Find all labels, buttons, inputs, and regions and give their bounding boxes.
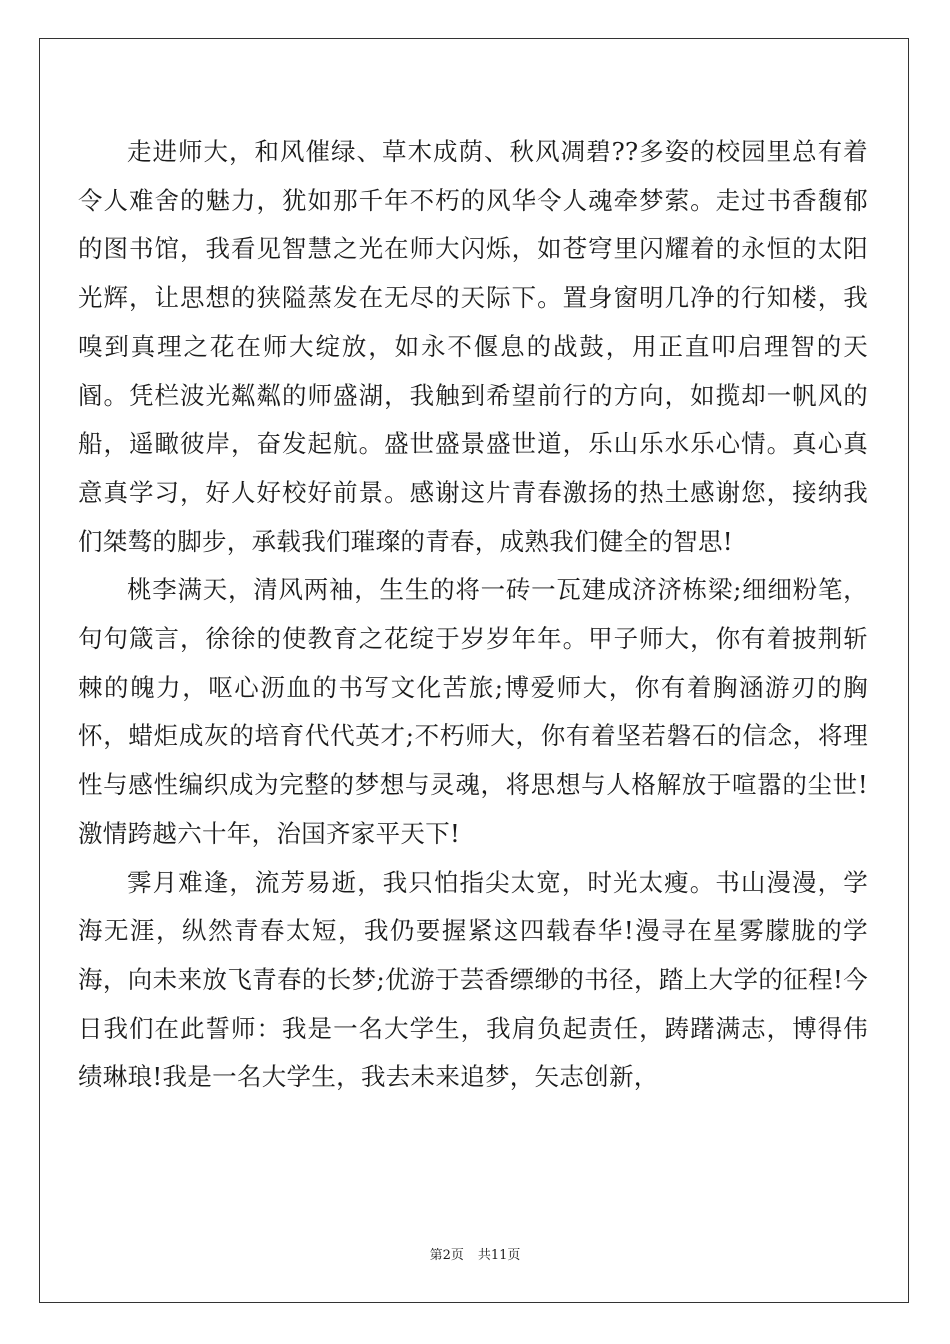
paragraph-1: 走进师大，和风催绿、草木成荫、秋风凋碧??多姿的校园里总有着令人难舍的魅力，犹如那千年不朽的风华令人魂牵梦萦。走过书香馥郁的图书馆，我看见智慧之光在师大闪烁，如苍穹里闪耀着的永恒的太阳光辉，让思想的狭隘蒸发在无尽的天际下。置身窗明几净的行知楼，我嗅到真理之花在师大绽放，如永不偃息的战鼓，用正直叩启理智的天阍。凭栏波光粼粼的师盛湖，我触到希望前行的方向，如揽却一帆风的船，遥瞰彼岸，奋发起航。盛世盛景盛世道，乐山乐水乐心情。真心真意真学习，好人好校好前景。感谢这片青春激扬的热土感谢您，接纳我们桀骜的脚步，承载我们璀璨的青春，成熟我们健全的智思! — [78, 137, 868, 556]
paragraph-3: 霁月难逢，流芳易逝，我只怕指尖太宽，时光太瘦。书山漫漫，学海无涯，纵然青春太短，我仍要握紧这四载春华!漫寻在星雾朦胧的学海，向未来放飞青春的长梦;优游于芸香缥缈的书径，踏上大学的征程!今日我们在此誓师：我是一名大学生，我肩负起责任，踌躇满志，博得伟绩琳琅!我是一名大学生，我去未来追梦，矢志创新， — [78, 867, 868, 1092]
page-number: 第2页 — [429, 1248, 464, 1263]
page-footer — [0, 1244, 950, 1263]
page-total: 共11页 — [477, 1248, 521, 1263]
paragraph-2: 桃李满天，清风两袖，生生的将一砖一瓦建成济济栋梁;细细粉笔，句句箴言，徐徐的使教育之花绽于岁岁年年。甲子师大，你有着披荆斩棘的魄力，呕心沥血的书写文化苦旅;博爱师大，你有着胸涵游刃的胸怀，蜡炬成灰的培育代代英才;不朽师大，你有着坚若磐石的信念，将理性与感性编织成为完整的梦想与灵魂，将思想与人格解放于喧嚣的尘世!激情跨越六十年，治国齐家平天下! — [78, 575, 868, 848]
document-body — [78, 128, 868, 1102]
